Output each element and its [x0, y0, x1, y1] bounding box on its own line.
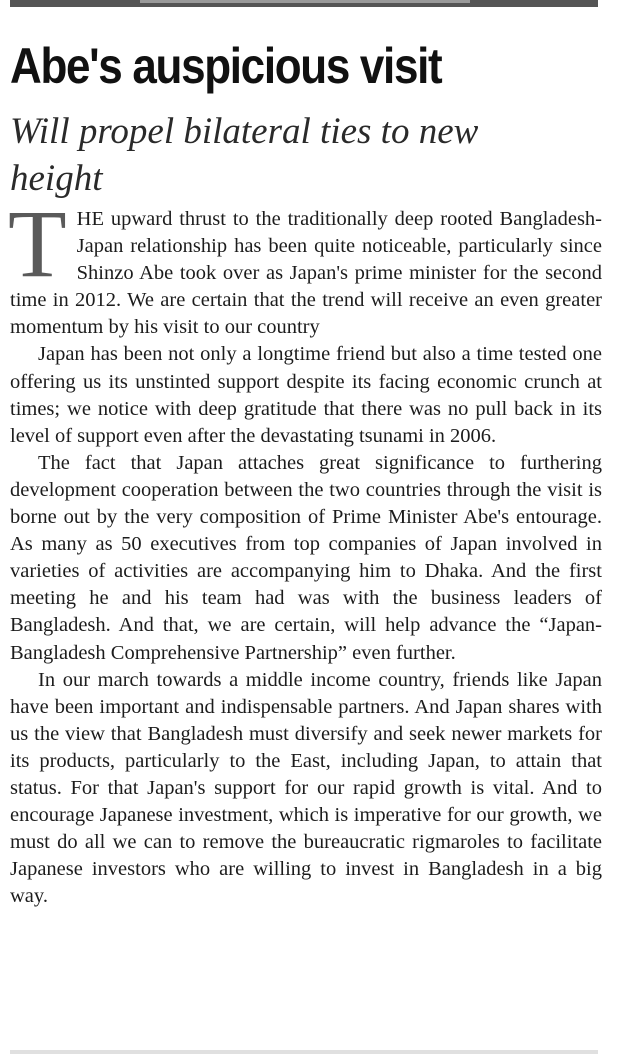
body-paragraph: In our march towards a middle income country, friends like Japan have been important and indispensable partners. And Japan shares with us the view that Bangladesh must diversify and seek newer markets for its products, particularly to the East, including Japan, to attain that status. For that Japan's support for our rapid growth is vital. And to encourage Japanese investment, which is imperative for our growth, we must do all we can to remove the bureaucratic rigmaroles to facilitate Japanese investors who are willing to invest in Bangladesh in a big way. — [10, 668, 602, 908]
bottom-rule — [10, 1050, 598, 1054]
article-body — [8, 190, 602, 910]
lead-paragraph — [8, 190, 602, 341]
subheadline: Will propel bilateral ties to new height — [10, 111, 479, 199]
top-rule — [10, 0, 598, 7]
lead-paragraph-text: HE upward thrust to the traditionally deep rooted Bangladesh-Japan relationship has been quite noticeable, particularly since Shinzo Abe took over as Japan's prime minister for the second time in 2012. We are certain that the trend will receive an even greater momentum by his visit to our country — [10, 208, 602, 339]
body-paragraph: Japan has been not only a longtime friend but also a time tested one offering us its unstinted support despite its facing economic crunch at times; we notice with deep gratitude that there was no pull back in its level of support even after the devastating tsunami in 2006. — [10, 343, 602, 447]
body-paragraph: The fact that Japan attaches great significance to furthering development cooperation between the two countries through the visit is borne out by the very composition of Prime Minister Abe's entourage. As many as 50 executives from top companies of Japan involved in varieties of activities are accompanying him to Dhaka. And the first meeting he and his team had was with the business leaders of Bangladesh. And that, we are certain, will help advance the “Japan-Bangladesh Comprehensive Partnership” even further. — [10, 451, 602, 664]
drop-cap: T — [8, 190, 67, 297]
headline: Abe's auspicious visit — [10, 38, 442, 94]
